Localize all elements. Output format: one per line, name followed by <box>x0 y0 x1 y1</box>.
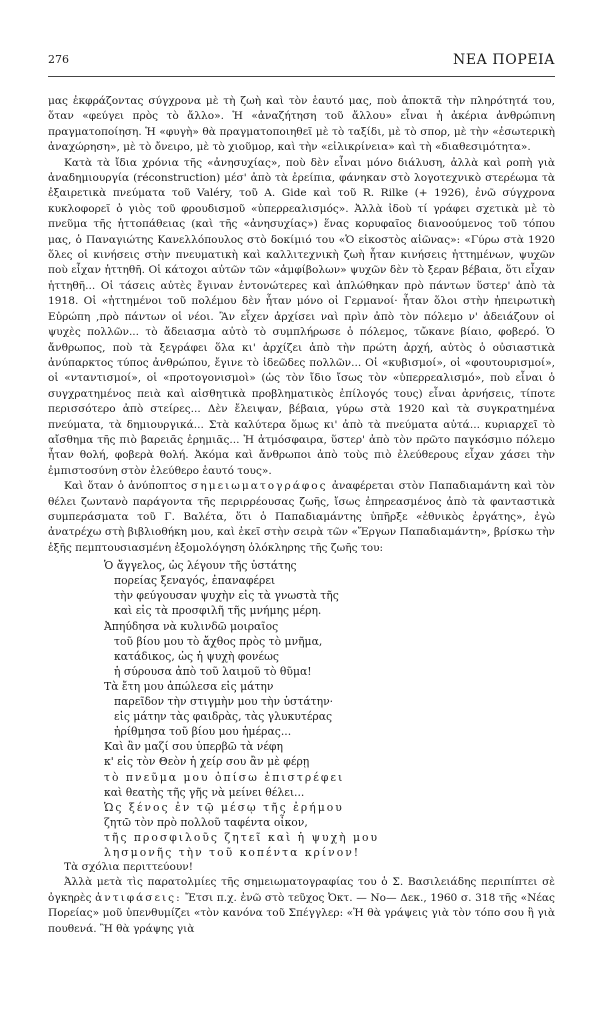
poem-line: πορείας ξεναγός, ἐπαναφέρει <box>114 574 276 588</box>
poem-line: ζητῶ τὸν πρὸ πολλοῦ ταφέντα οἶκον, <box>104 815 308 829</box>
poem-line: Ὡς ξένος ἐν τῷ μέσῳ τῆς ἐρήμου <box>104 800 344 814</box>
poem-line: τὴν φεύγουσαν ψυχὴν εἰς τὰ γνωστὰ τῆς <box>114 589 339 603</box>
poem-line: Τὰ ἔτη μου ἀπώλεσα εἰς μάτην <box>104 679 274 693</box>
paragraph-3 <box>48 479 555 556</box>
poem-line: ἡ σύρουσα ἀπὸ τοῦ λαιμοῦ τὸ θῦμα! <box>114 664 312 678</box>
article-body <box>48 94 555 937</box>
poem-line: ἠρίθμησα τοῦ βίου μου ἡμέρας... <box>114 725 292 739</box>
poem-line: κ' εἰς τὸν Θεὸν ἡ χείρ σου ἂν μὲ φέρῃ <box>104 755 310 769</box>
poem-line: παρεῖδον τὴν στιγμὴν μου τὴν ὑστάτην· <box>114 695 334 709</box>
poem-line: εἰς μάτην τὰς φαιδρὰς, τὰς γλυκυτέρας <box>114 710 333 724</box>
poem-line: Καὶ ἂν μαζί σου ὑπερβῶ τὰ νέφη <box>104 740 283 754</box>
paragraph-2: Κατὰ τὰ ἴδια χρόνια τῆς «ἀνησυχίας», ποὺ δὲν εἶναι μόνο διάλυση, ἀλλὰ καὶ ροπὴ γιὰ ἀναδημιουργία (réconstruction) μέσ' ἀπὸ τὰ ἐρείπια, φάνηκαν στὸ λογοτεχνικὸ στερέωμα τὰ ἐξαιρετικὰ πνεύματα τοῦ Valéry, τοῦ A. Gide καὶ τοῦ R. Rilke (+ 1926), ἐνῶ σύγχρονα κυκλοφορεῖ ὁ γιὸς τοῦ φρουδισμοῦ «ὑπερρεαλισμός». Ἀλλὰ ἰδοὺ τί γράφει σχετικὰ μὲ τὸ πνεῦμα τῆς ἡττοπάθειας (καὶ τῆς «ἀνησυχίας») ἕνας κορυφαῖος διανοούμενος τοῦ τόπου μας, ὁ Παναγιώτης Κανελλόπουλος στὸ δοκίμιό του «Ὁ εἰκοστὸς αἰῶνας»: «Γύρω στὰ 1920 ὅλες οἱ κινήσεις στὴν πνευματικὴ καὶ καλλιτεχνικὴ ζωὴ ἦταν κινήσεις ἡττημένων, ψυχῶν ποὺ εἶχαν ἡττηθῆ. Οἱ κάτοχοι αὐτῶν τῶν «ἀμφίβολων» ψυχῶν δὲν τὸ ξεραν βέβαια, ὅτι εἶχαν ἡττηθῆ... Οἱ τάσεις αὐτὲς ἔγιναν ἐντονώτερες καὶ ἀπλώθηκαν πρὸ πάντων ὕστερ' ἀπὸ τὰ 1918. Οἱ «ἡττημένοι τοῦ πολέμου δὲν ἦταν μόνο οἱ Γερμανοί· ἦταν ὅλοι στὴν ἠπειρωτικὴ Εὐρώπη ,πρὸ πάντων οἱ νέοι. Ἂν εἶχεν ἀρχίσει ναὶ πρὶν ἀπὸ τὸν πόλεμο ν' ἀδειάζουν οἱ ψυχὲς πολλῶν... τὸ ἄδειασμα αὐτὸ τὸ συμπλήρωσε ὁ πόλεμος, τὤκανε βίαιο, φοβερό. Ὁ ἄνθρωπος, ποὺ τὰ ξεγράφει ὅλα κι' ἀρχίζει ἀπὸ τὴν πρώτη ἀρχή, αὐτὸς ὁ οὐσιαστικὰ ἀνύπαρκτος τύπος ἀνθρώπου, ἔγινε τὸ ἰδεῶδες πολλῶν... Οἱ «κυβισμοί», οἱ «φουτουρισμοί», οἱ «νταντισμοί», οἱ «προτογονισμοὶ» (ὡς τὸν ἴδιο ἴσως τὸν «ὑπερρεαλισμό», ποὺ εἶναι ὁ συγχρατημένος πειὰ καὶ αἰσθητικὰ προβληματικὸς ἐπίλογός τους) εἶναι ἀρνήσεις, τίποτε περισσότερο ἀπὸ στείρες... Δὲν ἔλειψαν, βέβαια, γύρω στὰ 1920 καὶ τὰ συγκρατημένα πνεύματα, τὰ δημιουργικά... Στὰ καλύτερα ὅμως κι' ἀπὸ τὰ πνεύματα αὐτά... κυριαρχεῖ τὸ αἴσθημα τῆς πιὸ βαρειᾶς ἐρημιᾶς... Ἡ ἀτμόσφαιρα, ὕστερ' ἀπὸ τὸν πρῶτο παγκόσμιο πόλεμο ἦταν θολή, φοβερὰ θολή. Ἀκόμα καὶ ἄνθρωποι ἀπὸ τοὺς πιὸ ἐλεύθερους εἶχαν χάσει τὴν ἐμπιστοσύνη στὸν ἐλεύθερο ἑαυτό τους». <box>48 156 555 477</box>
journal-title: ΝΕΑ ΠΟΡΕΙΑ <box>453 52 555 68</box>
paragraph-3-lead: Καὶ ὅταν ὁ ἀνύποπτος <box>64 480 192 493</box>
poem-line: τὸ πνεῦμα μου ὀπίσω ἐπιστρέφει <box>104 770 345 784</box>
poem-line: καὶ θεατὴς τῆς γῆς νὰ μείνει θέλει... <box>104 785 305 799</box>
paragraph-4-lead: Ἀλλὰ μετὰ τὶς παρατολμίες τῆς σημειωματογραφίας του ὁ Σ. Βασιλειάδης περιπίπτει σὲ ὀγκηρὲς <box>48 876 555 904</box>
poem-line: Ὁ ἄγγελος, ὡς λέγουν τῆς ὑστάτης <box>104 559 297 573</box>
paragraph-1: μας ἐκφράζοντας σύγχρονα μὲ τὴ ζωὴ καὶ τὸν ἑαυτό μας, ποὺ ἀποκτᾶ τὴν πληρότητά του, ὅταν «φεύγει πρὸς τὸ ἄλλο». Ἡ «ἀναζήτηση τοῦ ἄλλου» εἶναι ἡ ἀκέρια ἀνθρώπινη πραγματοποίηση. Ἡ «φυγὴ» θὰ πραγματοποιηθεῖ μὲ τὸ ταξίδι, μὲ τὸ σπορ, μὲ τὴν «ἐσωτερικὴ ἀναχώρηση», μὲ τὸ ὄνειρο, μὲ τὸ χιοῦμορ, καὶ τὴν «εἰλικρίνεια» καὶ τὴ «διαθεσιμότητα». <box>48 95 555 154</box>
paragraph-3-rest: ἀναφέρεται στὸν Παπαδιαμάντη καὶ τὸν θέλει ζωντανὸ παράγοντα τῆς περιρρέουσας ζωῆς, ἴσως ἐπηρεασμένος ἀπὸ τὰ φανταστικὰ συμπεράσματα τοῦ Γ. Βαλέτα, ὅτι ὁ Παπαδιαμάντης ὑπῆρξε «ἐθνικὸς ἐργάτης», ἐγὼ ἀνατρέχω στὴ βιβλιοθήκη μου, καὶ ἐκεῖ στὴν σειρὰ τῶν «Ἔργων Παπαδιαμάντη», βρίσκω τὴν ἑξῆς πεμπτουσιασμένη ἐξομολόγηση ὁλόκληρης τῆς ζωῆς του: <box>48 480 555 554</box>
paragraph-4 <box>48 875 555 937</box>
spaced-term: ἀντιφάσεις: <box>95 891 182 904</box>
closing-remark: Τὰ σχόλια περιττεύουν! <box>64 861 194 874</box>
poem-line: τῆς προσφιλοῦς ζητεῖ καὶ ἡ ψυχὴ μου <box>104 830 380 844</box>
poem-line: τοῦ βίου μου τὸ ἄχθος πρὸς τὸ μνῆμα, <box>114 634 323 648</box>
poem-line: Ἀπηύδησα νὰ κυλινδῶ μοιραῖος <box>104 619 279 633</box>
page-header <box>48 52 555 77</box>
page-number: 276 <box>48 53 69 66</box>
poem-quote <box>104 558 555 860</box>
paragraph-4-rest: Ἔτσι π.χ. ἐνῶ στὸ τεῦχος Ὀκτ. — Νο— Δεκ., 1960 σ. 318 τῆς «Νέας Πορείας» μοῦ ὑπενθυμίζει «τὸν κανόνα τοῦ Σπέγγλερ: «Ἡ θὰ γράψεις γιὰ τὸν τόπο σου ἢ γιὰ πουθενά. Ἢ θὰ γράψης γιὰ <box>48 891 555 935</box>
spaced-term: σημειωματογράφος <box>191 480 328 493</box>
poem-line: λησμονῆς τὴν τοῦ κοπέντα κρίνον! <box>104 845 361 859</box>
poem-line: καὶ εἰς τὰ προσφιλῆ τῆς μνήμης μέρη. <box>114 604 322 618</box>
poem-line: κατάδικος, ὡς ἡ ψυχὴ φονέως <box>114 649 279 663</box>
